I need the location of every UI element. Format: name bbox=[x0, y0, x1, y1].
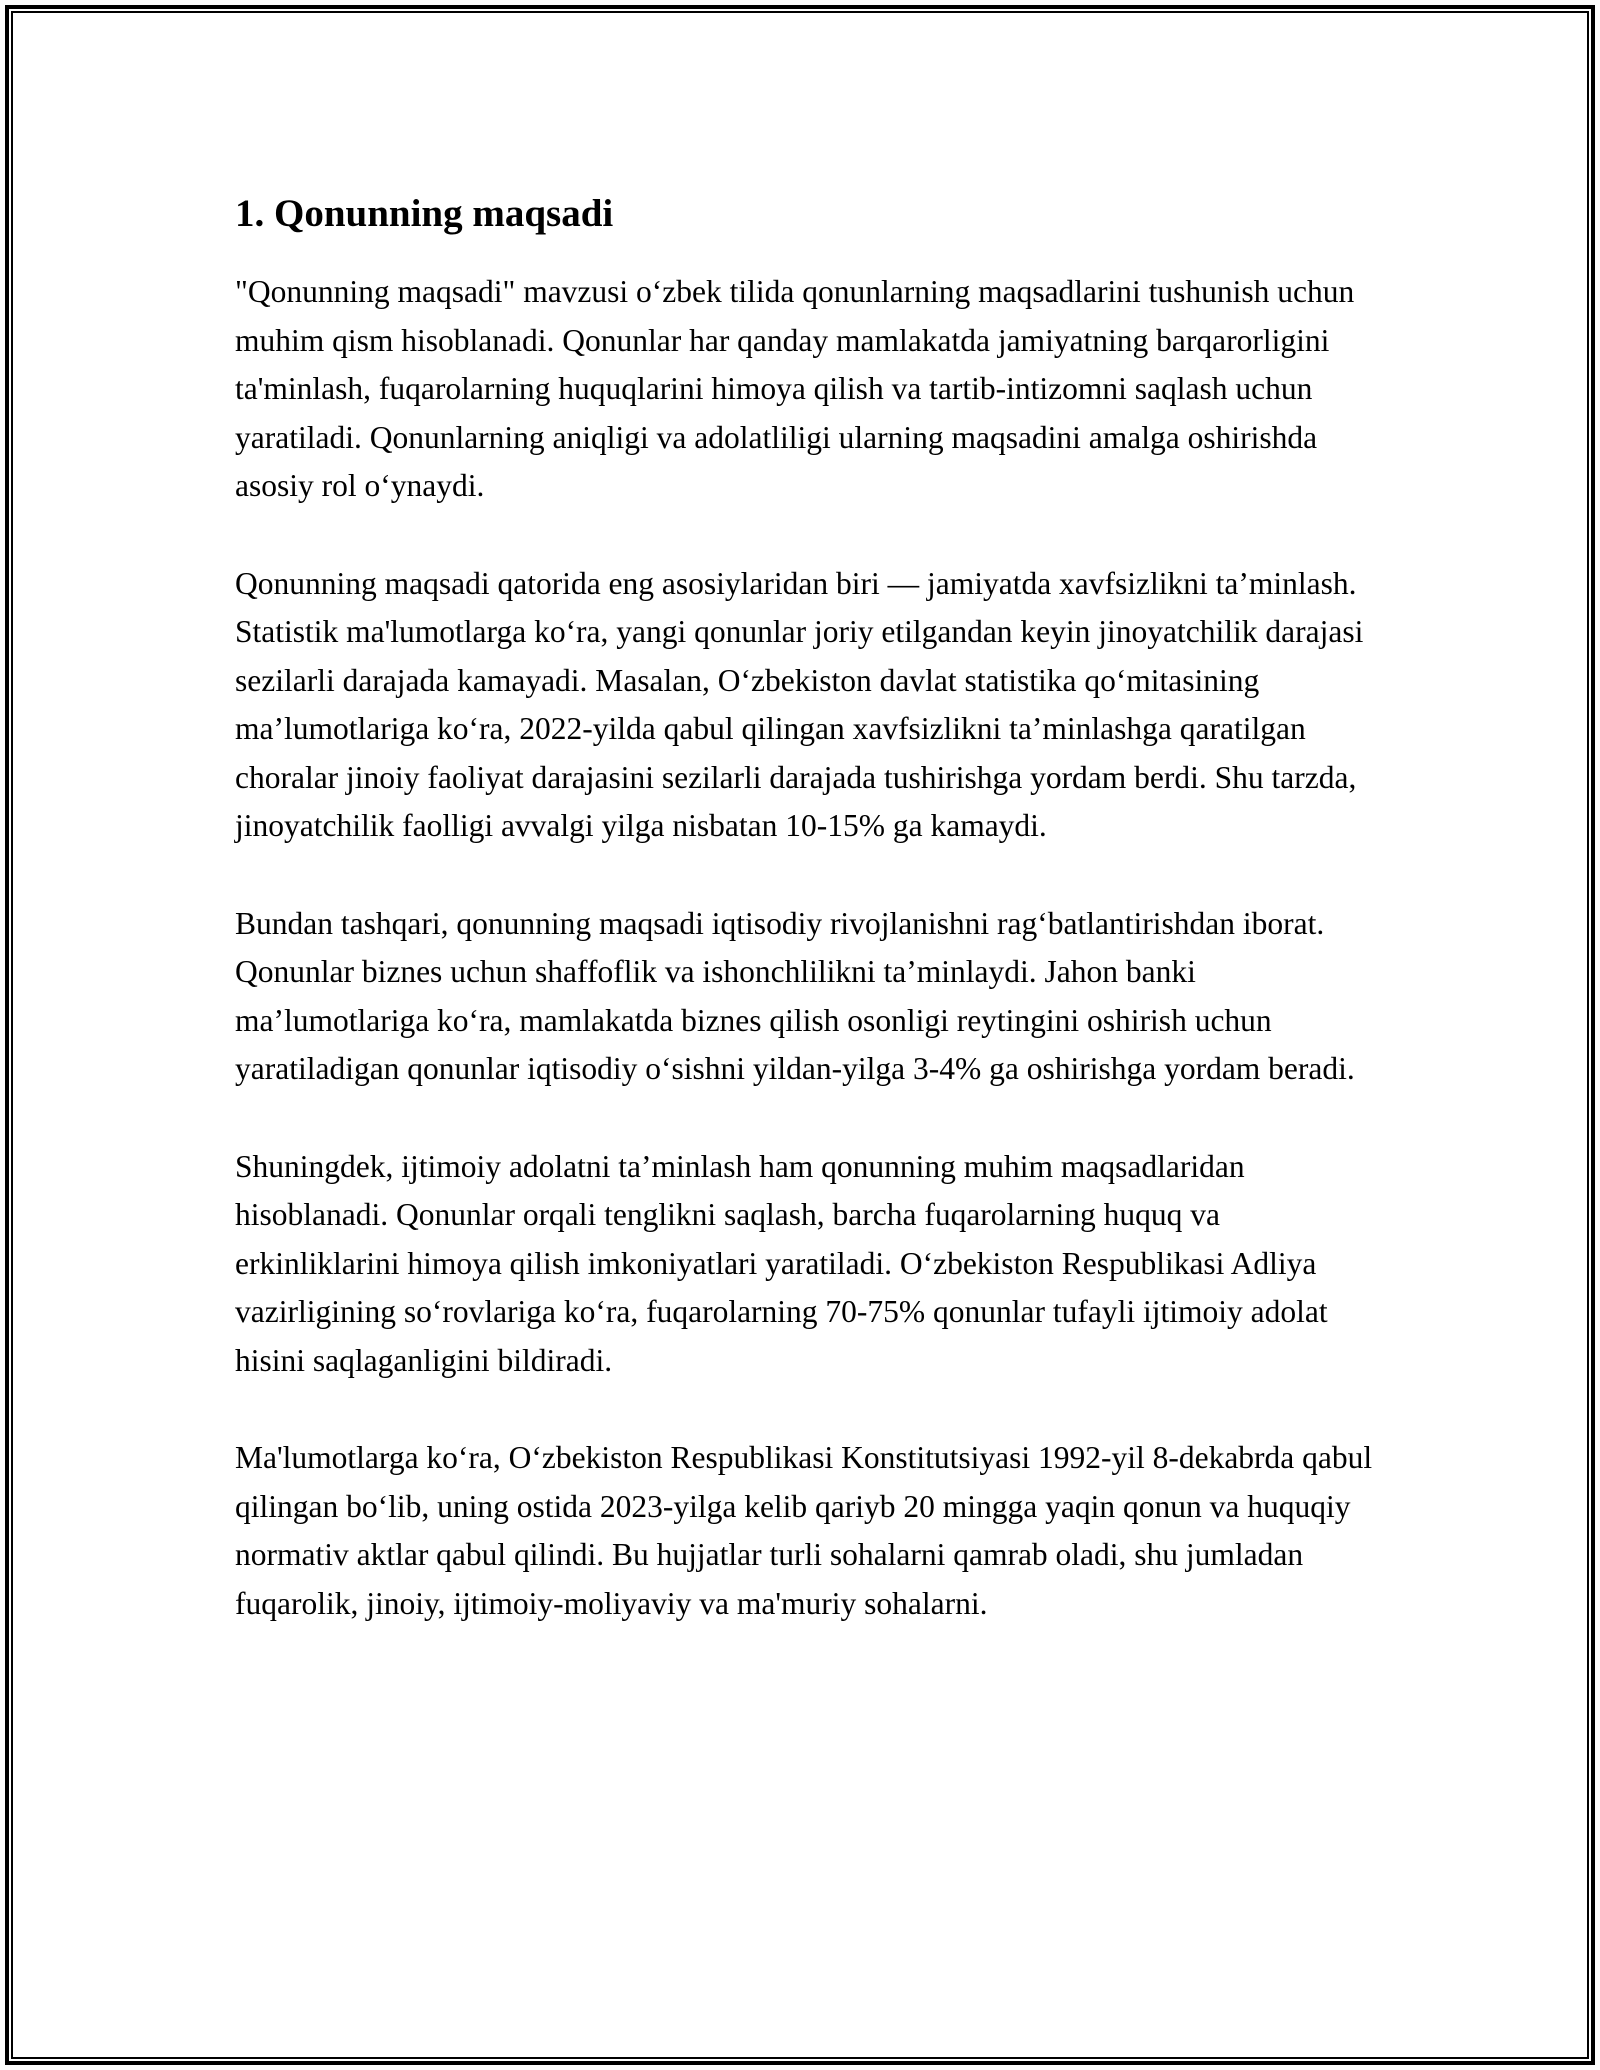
paragraph-5: Ma'lumotlarga ko‘ra, O‘zbekiston Respublikasi Konstitutsiyasi 1992-yil 8-dekabrda qabul qilingan bo‘lib, uning ostida 2023-yilga kelib qariyb 20 mingga yaqin qonun va huquqiy normativ aktlar qabul qilindi. Bu hujjatlar turli sohalarni qamrab oladi, shu jumladan fuqarolik, jinoiy, ijtimoiy-moliyaviy va ma'muriy sohalarni. bbox=[235, 1440, 1373, 1621]
paragraph-4: Shuningdek, ijtimoiy adolatni ta’minlash ham qonunning muhim maqsadlaridan hisoblanadi. Qonunlar orqali tenglikni saqlash, barcha fuqarolarning huquq va erkinliklarini himoya qilish imkoniyatlari yaratiladi. O‘zbekiston Respublikasi Adliya vazirligining so‘rovlariga ko‘ra, fuqarolarning 70-75% qonunlar tufayli ijtimoiy adolat hisini saqlaganligini bildiradi. bbox=[235, 1148, 1328, 1378]
section-heading: 1. Qonunning maqsadi bbox=[235, 192, 614, 235]
document-body bbox=[235, 186, 1380, 1677]
paragraph-3: Bundan tashqari, qonunning maqsadi iqtisodiy rivojlanishni rag‘batlantirishdan iborat. Qonunlar biznes uchun shaffoflik va ishonchlilikni ta’minlaydi. Jahon banki ma’lumotlariga ko‘ra, mamlakatda biznes qilish osonligi reytingini oshirish uchun yaratiladigan qonunlar iqtisodiy o‘sishni yildan-yilga 3-4% ga oshirishga yordam beradi. bbox=[235, 905, 1355, 1086]
paragraph-1: "Qonunning maqsadi" mavzusi o‘zbek tilida qonunlarning maqsadlarini tushunish uchun muhim qism hisoblanadi. Qonunlar har qanday mamlakatda jamiyatning barqarorligini ta'minlash, fuqarolarning huquqlarini himoya qilish va tartib-intizomni saqlash uchun yaratiladi. Qonunlarning aniqligi va adolatliligi ularning maqsadini amalga oshirishda asosiy rol o‘ynaydi. bbox=[235, 274, 1355, 503]
paragraph-2: Qonunning maqsadi qatorida eng asosiylaridan biri — jamiyatda xavfsizlikni ta’minlash. Statistik ma'lumotlarga ko‘ra, yangi qonunlar joriy etilgandan keyin jinoyatchilik darajasi sezilarli darajada kamayadi. Masalan, O‘zbekiston davlat statistika qo‘mitasining ma’lumotlariga ko‘ra, 2022-yilda qabul qilingan xavfsizlikni ta’minlashga qaratilgan choralar jinoiy faoliyat darajasini sezilarli darajada tushirishga yordam berdi. Shu tarzda, jinoyatchilik faolligi avvalgi yilga nisbatan 10-15% ga kamaydi. bbox=[235, 565, 1364, 843]
